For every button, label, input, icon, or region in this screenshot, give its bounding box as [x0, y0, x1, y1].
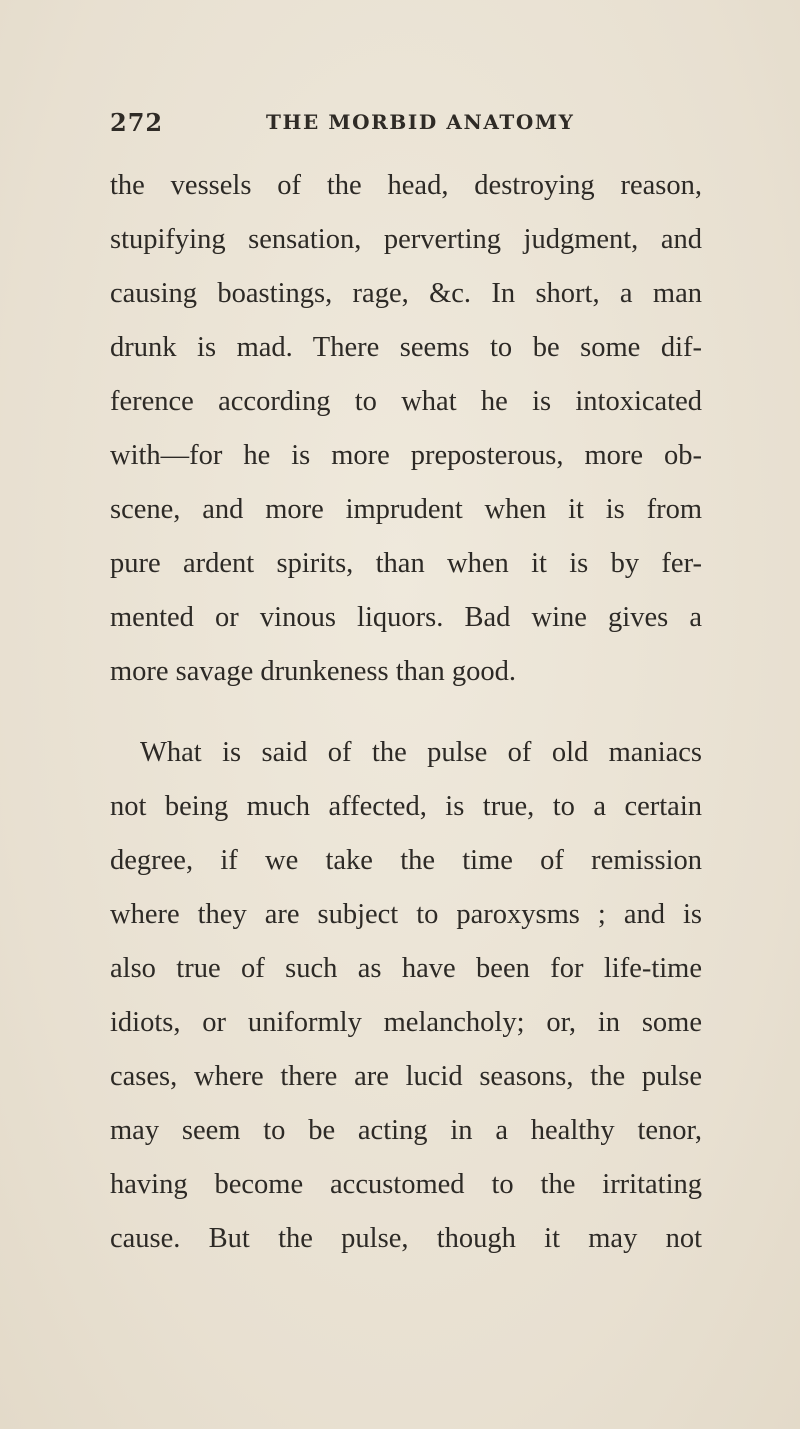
text-line: degree, if we take the time of remission	[110, 845, 702, 876]
text-line: What is said of the pulse of old maniacs	[140, 737, 702, 768]
running-head	[110, 108, 710, 144]
page-number: 272	[110, 108, 164, 137]
running-title: THE MORBID ANATOMY	[266, 110, 575, 134]
text-line: drunk is mad. There seems to be some dif-	[110, 332, 702, 363]
text-line: the vessels of the head, destroying reason,	[110, 170, 702, 201]
text-line: cause. But the pulse, though it may not	[110, 1223, 702, 1254]
text-line: more savage drunkeness than good.	[110, 656, 517, 687]
text-line: ference according to what he is intoxicated	[110, 386, 702, 417]
text-line: where they are subject to paroxysms ; and is	[110, 899, 702, 930]
text-line: causing boastings, rage, &c. In short, a man	[110, 278, 702, 309]
text-line: stupifying sensation, perverting judgment, and	[110, 224, 702, 255]
text-line: pure ardent spirits, than when it is by fer-	[110, 548, 702, 579]
text-line: idiots, or uniformly melancholy; or, in some	[110, 1007, 702, 1038]
text-line: scene, and more imprudent when it is from	[110, 494, 702, 525]
text-line: mented or vinous liquors. Bad wine gives a	[110, 602, 702, 633]
text-line: may seem to be acting in a healthy tenor,	[110, 1115, 702, 1146]
text-line: having become accustomed to the irritating	[110, 1169, 702, 1200]
text-line: cases, where there are lucid seasons, the pulse	[110, 1061, 702, 1092]
text-line: with—for he is more preposterous, more ob-	[110, 440, 702, 471]
text-line: not being much affected, is true, to a certain	[110, 791, 702, 822]
text-line: also true of such as have been for life-time	[110, 953, 702, 984]
